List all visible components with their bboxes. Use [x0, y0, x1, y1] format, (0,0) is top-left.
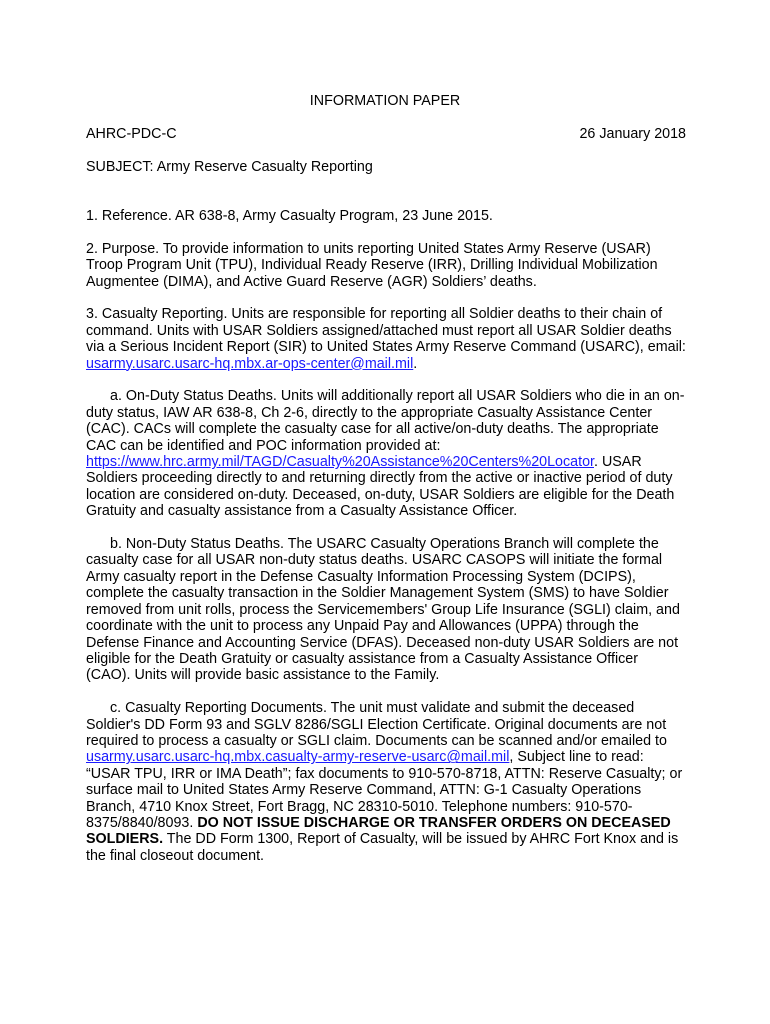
paragraph-purpose: 2. Purpose. To provide information to units reporting United States Army Reserve (USAR) Troop Program Unit (TPU), Individual Ready Reserve (IRR), Drilling Individual Mobilization Augmentee (DIMA), and Active Guard Reserve (AGR) Soldiers’ deaths. — [86, 240, 658, 290]
document-body — [86, 208, 686, 881]
subject-line: SUBJECT: Army Reserve Casualty Reporting — [86, 159, 373, 175]
documents-warning: DO NOT ISSUE DISCHARGE OR TRANSFER ORDERS ON DECEASED SOLDIERS. — [86, 814, 671, 848]
paragraph-non-duty-deaths: b. Non-Duty Status Deaths. The USARC Casualty Operations Branch will complete the casualty case for all USAR non-duty status deaths. USARC CASOPS will initiate the formal Army casualty report in the Defense Casualty Information Processing System (DCIPS), complete the casualty transaction in the Soldier Management System (SMS) to have Soldier removed from unit rolls, process the Servicemembers' Group Life Insurance (SGLI) claim, and coordinate with the unit to process any Unpaid Pay and Allowances (UPPA) through the Defense Finance and Accounting Service (DFAS). Deceased non-duty USAR Soldiers are not eligible for the Death Gratuity or casualty assistance from a Casualty Assistance Officer (CAO). Units will provide basic assistance to the Family. — [86, 536, 680, 684]
document-date: 26 January 2018 — [579, 126, 686, 142]
casualty-reporting-end: . — [413, 355, 418, 372]
casualty-reporting-text: 3. Casualty Reporting. Units are responsible for reporting all Soldier deaths to their chain of command. Units with USAR Soldiers assigned/attached must report all USAR Soldier deaths via a Serious Incident Report (SIR) to United States Army Reserve Command (USARC), email: — [86, 306, 686, 356]
paragraph-on-duty-deaths — [86, 388, 686, 519]
documents-end: The DD Form 1300, Report of Casualty, will be issued by AHRC Fort Knox and is the final closeout document. — [86, 831, 679, 864]
paragraph-reference: 1. Reference. AR 638-8, Army Casualty Program, 23 June 2015. — [86, 208, 493, 224]
documents-text: c. Casualty Reporting Documents. The unit must validate and submit the deceased Soldier's DD Form 93 and SGLV 8286/SGLI Election Certificate. Original documents are not required to process a casualty or SGLI claim. Documents can be scanned and/or emailed to — [86, 700, 667, 749]
casualty-reserve-email-link[interactable]: usarmy.usarc.usarc-hq.mbx.casualty-army-reserve-usarc@mail.mil — [86, 749, 510, 766]
document-title: INFORMATION PAPER — [309, 93, 461, 109]
on-duty-end: . USAR Soldiers proceeding directly to and returning directly from the active or inactive period of duty location are considered on-duty. Deceased, on-duty, USAR Soldiers are eligible for the Death Gratuity and casualty assistance from a Casualty Assistance Officer. — [86, 454, 675, 520]
on-duty-text: a. On-Duty Status Deaths. Units will additionally report all USAR Soldiers who die in an on-duty status, IAW AR 638-8, Ch 2-6, directly to the appropriate Casualty Assistance Center (CAC). CACs will complete the casualty case for all active/on-duty deaths. The appropriate CAC can be identified and POC information provided at: — [86, 388, 685, 454]
documents-mid: , Subject line to read: “USAR TPU, IRR or IMA Death”; fax documents to 910-570-8718, ATTN: Reserve Casualty; or surface mail to United States Army Reserve Command, ATTN: G-1 Casualty Operations Branch, 4710 Knox Street, Fort Bragg, NC 28310-5010. Telephone numbers: 910-570-8375/8840/8093. — [86, 749, 683, 831]
office-symbol: AHRC-PDC-C — [86, 126, 177, 142]
ops-center-email-link[interactable]: usarmy.usarc.usarc-hq.mbx.ar-ops-center@mail.mil — [86, 355, 414, 372]
cac-locator-link[interactable]: https://www.hrc.army.mil/TAGD/Casualty%20Assistance%20Centers%20Locator — [86, 454, 594, 471]
paragraph-reporting-documents — [86, 700, 686, 864]
paragraph-casualty-reporting — [86, 306, 686, 372]
